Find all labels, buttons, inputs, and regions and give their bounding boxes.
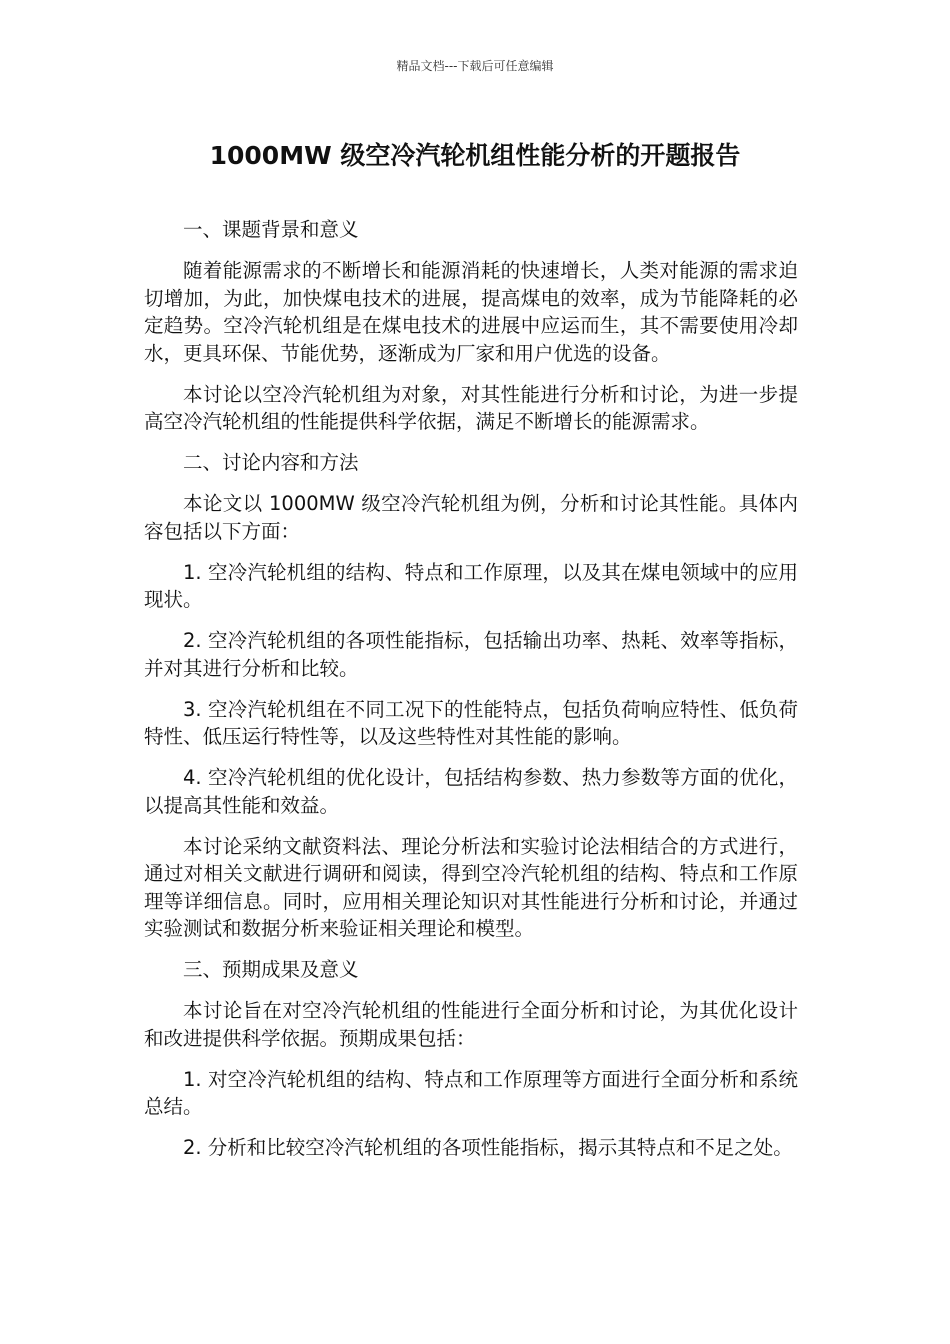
paragraph-background: 随着能源需求的不断增长和能源消耗的快速增长，人类对能源的需求迫切增加，为此，加快煤电技术的进展，提高煤电的效率，成为节能降耗的必定趋势。空冷汽轮机组是在煤电技术的进展中应运而生，其不需要使用冷却水，更具环保、节能优势，逐渐成为厂家和用户优选的设备。 — [144, 259, 798, 365]
document-title: 1000MW 级空冷汽轮机组性能分析的开题报告 — [209, 141, 741, 170]
list-item-content-2: 2. 空冷汽轮机组的各项性能指标，包括输出功率、热耗、效率等指标，并对其进行分析和比较。 — [144, 629, 798, 680]
section-heading-expected-results: 三、预期成果及意义 — [183, 958, 359, 981]
paragraph-content-intro: 本论文以 1000MW 级空冷汽轮机组为例，分析和讨论其性能。具体内容包括以下方面： — [144, 492, 798, 543]
section-heading-background: 一、课题背景和意义 — [183, 218, 359, 241]
section-heading-content-methods: 二、讨论内容和方法 — [183, 451, 359, 474]
list-item-content-3: 3. 空冷汽轮机组在不同工况下的性能特点，包括负荷响应特性、低负荷特性、低压运行特性等，以及这些特性对其性能的影响。 — [144, 697, 798, 748]
document-body — [144, 216, 798, 1175]
list-item-content-4: 4. 空冷汽轮机组的优化设计，包括结构参数、热力参数等方面的优化，以提高其性能和效益。 — [144, 766, 798, 817]
paragraph-methods: 本讨论采纳文献资料法、理论分析法和实验讨论法相结合的方式进行，通过对相关文献进行调研和阅读，得到空冷汽轮机组的结构、特点和工作原理等详细信息。同时，应用相关理论知识对其性能进行分析和讨论，并通过实验测试和数据分析来验证相关理论和模型。 — [144, 834, 798, 940]
paragraph-expected-intro: 本讨论旨在对空冷汽轮机组的性能进行全面分析和讨论，为其优化设计和改进提供科学依据。预期成果包括： — [144, 999, 798, 1050]
list-item-expected-2: 2. 分析和比较空冷汽轮机组的各项性能指标，揭示其特点和不足之处。 — [183, 1136, 793, 1159]
list-item-content-1: 1. 空冷汽轮机组的结构、特点和工作原理，以及其在煤电领域中的应用现状。 — [144, 560, 798, 611]
paragraph-purpose: 本讨论以空冷汽轮机组为对象，对其性能进行分析和讨论，为进一步提高空冷汽轮机组的性能提供科学依据，满足不断增长的能源需求。 — [144, 382, 798, 433]
header-note: 精品文档---下载后可任意编辑 — [396, 59, 554, 73]
list-item-expected-1: 1. 对空冷汽轮机组的结构、特点和工作原理等方面进行全面分析和系统总结。 — [144, 1067, 798, 1118]
